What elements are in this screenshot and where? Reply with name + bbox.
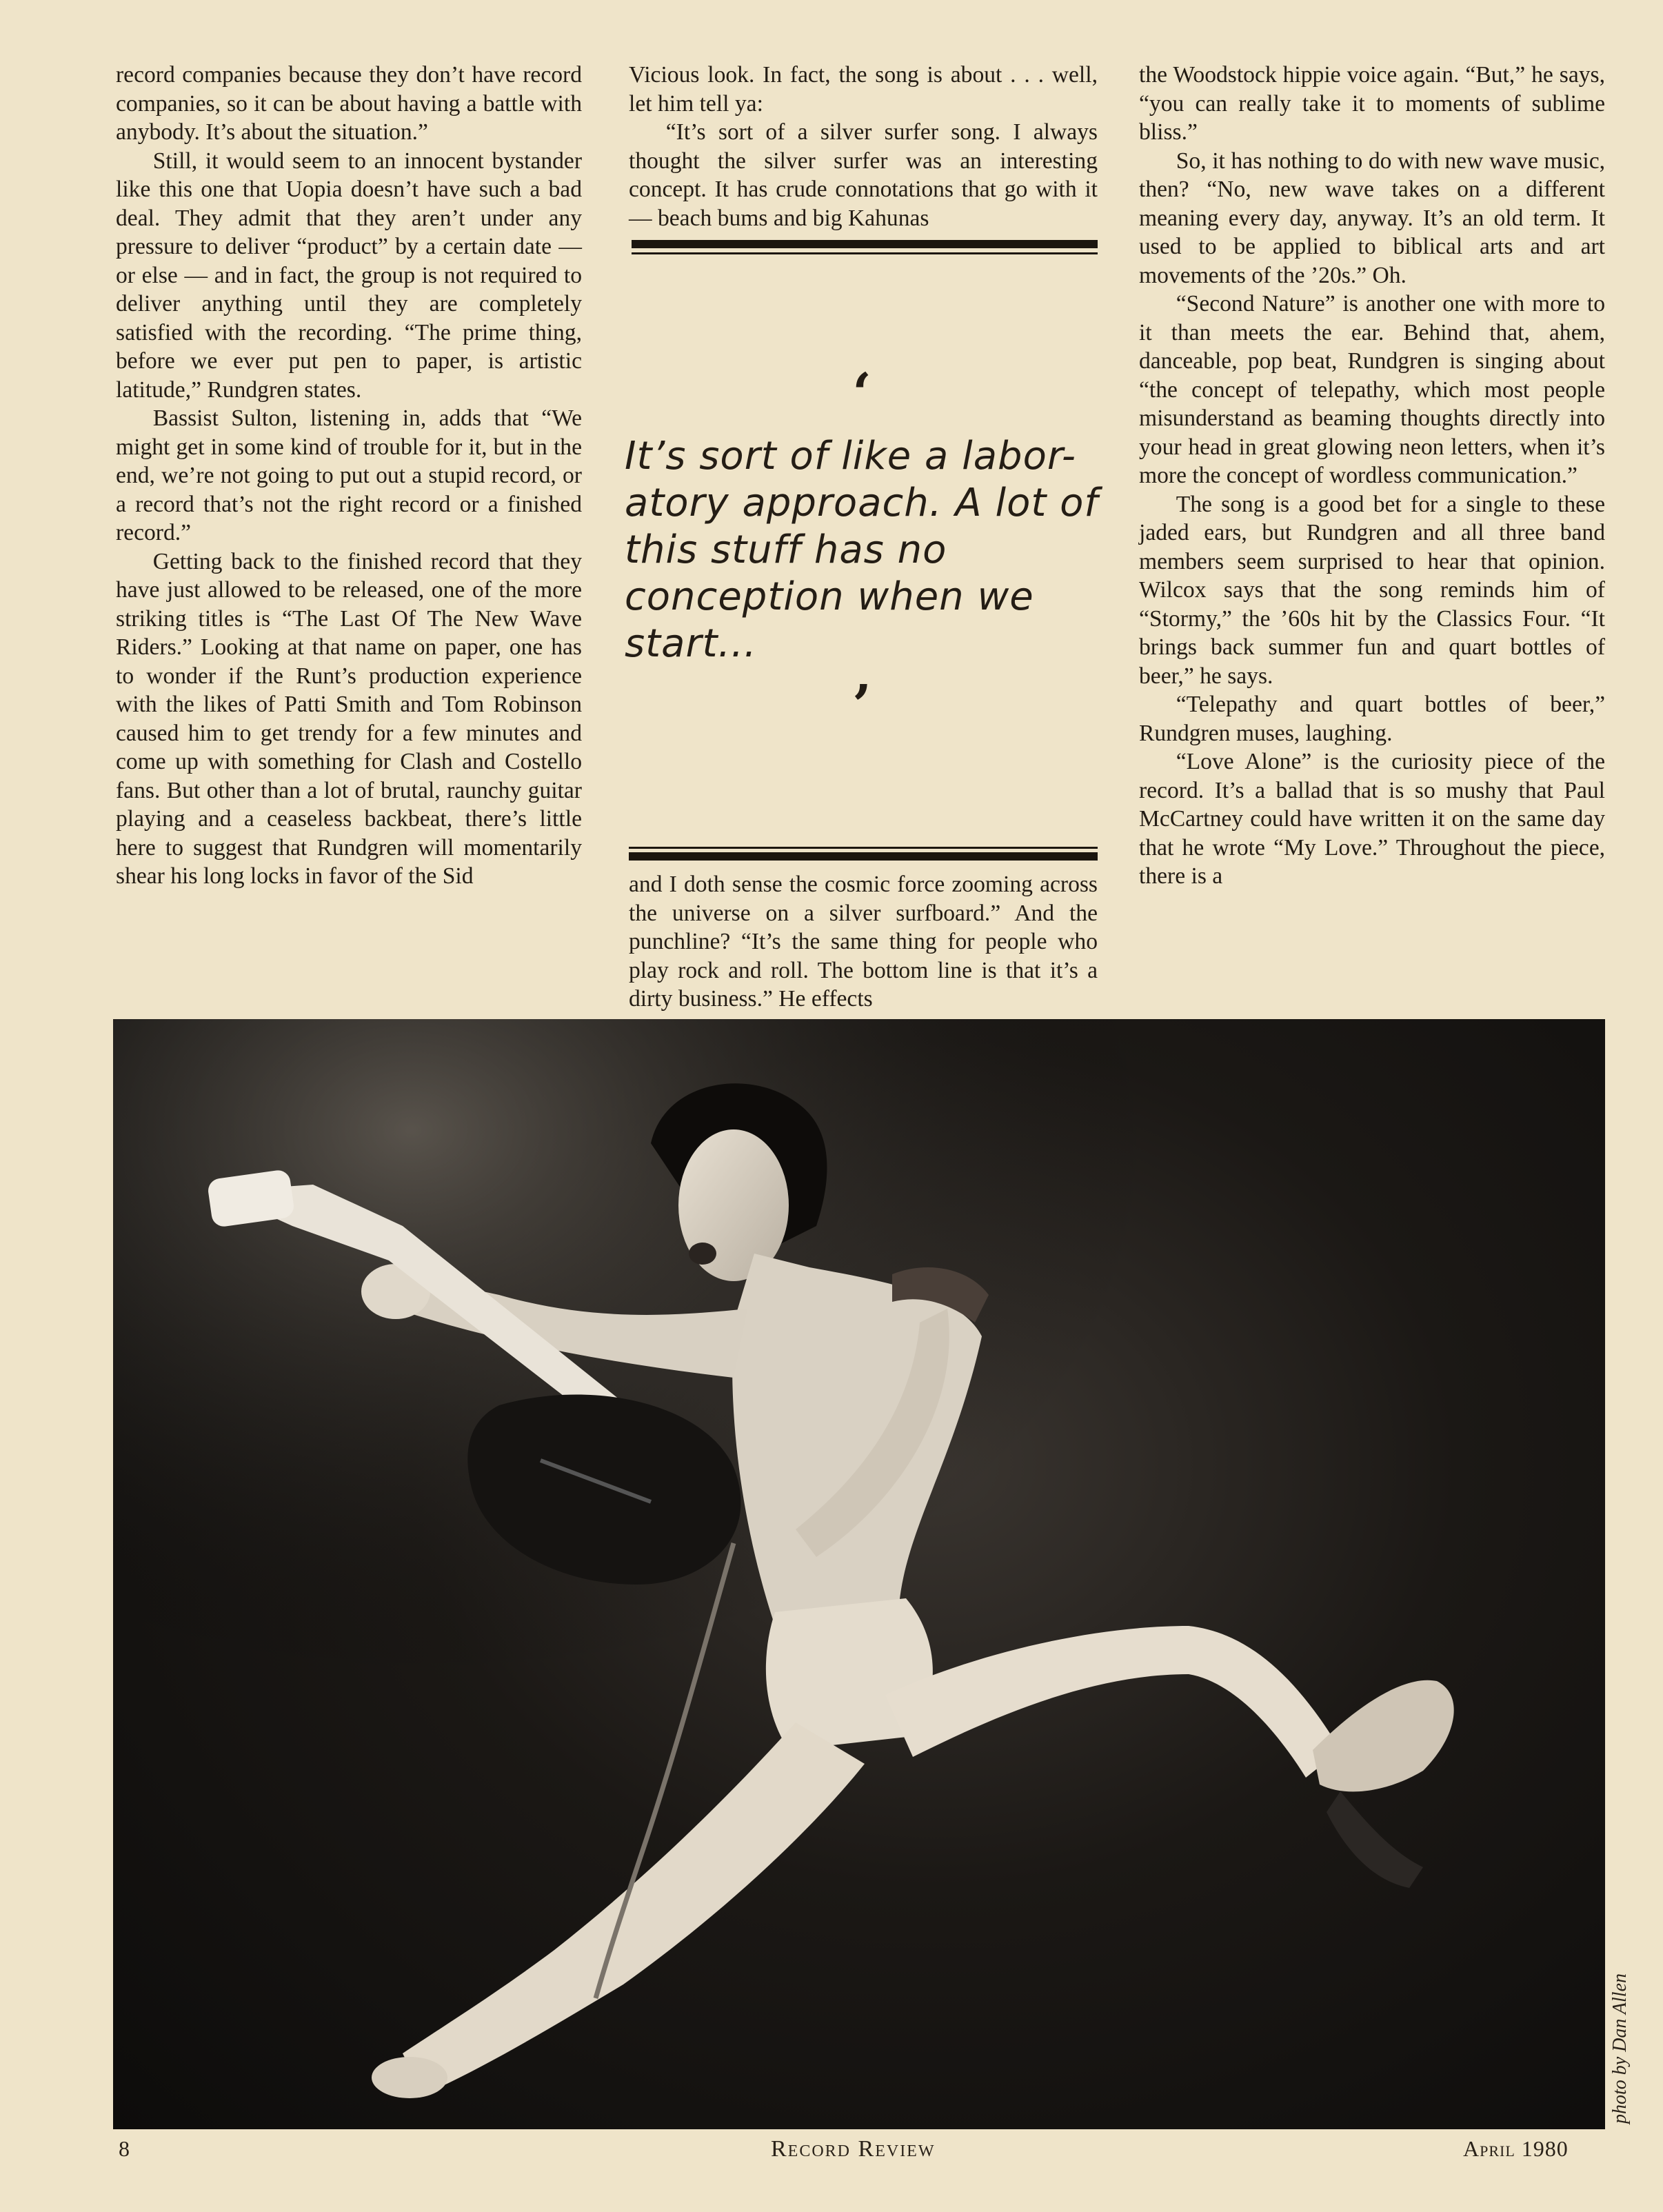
- pull-quote-text: It’s sort of like a labor-atory approach. A lot of this stuff has no conception when we start...: [625, 434, 1099, 666]
- paragraph: Vicious look. In fact, the song is about . . . well, let him tell ya:: [629, 62, 1098, 117]
- article-column-2-bottom: [629, 870, 1098, 1014]
- paragraph: Bassist Sulton, listening in, adds that “We might get in some kind of trouble for it, but in the end, we’re not going to put out a stupid record, or a record that’s not the right record or a finished record.”: [116, 405, 582, 545]
- paragraph: So, it has nothing to do with new wave music, then? “No, new wave takes on a different meaning every day, anyway. It’s an old term. It used to be applied to biblical arts and art movements of the ’20s.” Oh.: [1139, 148, 1605, 288]
- pull-quote-bottom-rule-thin: [629, 847, 1098, 849]
- close-quote-mark: ’: [852, 672, 871, 737]
- paragraph: “Second Nature” is another one with more to it than meets the ear. Behind that, ahem, danceable, pop beat, Rundgren is singing about “the concept of telepathy, which most people misunderstand as beaming thoughts directly into your head in great glowing neon letters, when it’s more the concept of wordless communication.”: [1139, 291, 1605, 488]
- paragraph: “Telepathy and quart bottles of beer,” Rundgren muses, laughing.: [1139, 692, 1605, 746]
- paragraph: record companies because they don’t have record companies, so it can be about having a battle with anybody. It’s about the situation.”: [116, 62, 582, 145]
- article-column-1: [116, 61, 582, 891]
- paragraph: Still, it would seem to an innocent bystander like this one that Uopia doesn’t have such a bad deal. They admit that they aren’t under any pressure to deliver “product” by a certain date — or else — and in fact, the group is not required to deliver anything until they are completely satisfied with the recording. “The prime thing, before we ever put pen to paper, is artistic latitude,” Rundgren states.: [116, 148, 582, 403]
- pull-quote: [621, 361, 1103, 737]
- guitarist-silhouette: [113, 1019, 1605, 2129]
- paragraph: and I doth sense the cosmic force zooming across the universe on a silver surfboard.” And the punchline? “It’s the same thing for people who play rock and roll. The bottom line is that it’s a dirty business.” He effects: [629, 872, 1098, 1012]
- issue-date: April 1980: [1463, 2136, 1569, 2161]
- paragraph: “It’s sort of a silver surfer song. I always thought the silver surfer was an interesting concept. It has crude connotations that go with it — beach bums and big Kahunas: [629, 119, 1098, 231]
- magazine-name: Record Review: [771, 2136, 936, 2162]
- page-number: 8: [119, 2136, 130, 2161]
- concert-photo: [113, 1019, 1605, 2129]
- article-column-3: [1139, 61, 1605, 891]
- pull-quote-top-rule-thin: [632, 252, 1098, 254]
- open-quote-mark: ‘: [852, 361, 871, 425]
- pull-quote-bottom-rule: [629, 852, 1098, 861]
- paragraph: Getting back to the finished record that they have just allowed to be released, one of the more striking titles is “The Last Of The New Wave Riders.” Looking at that name on paper, one has to wonder if the Runt’s production experience with the likes of Patti Smith and Tom Robinson caused him to get trendy for a few minutes and come up with something for Clash and Costello fans. But other than a lot of brutal, raunchy guitar playing and a ceaseless backbeat, there’s little here to suggest that Rundgren will momentarily shear his long locks in favor of the Sid: [116, 548, 582, 889]
- paragraph: The song is a good bet for a single to these jaded ears, but Rundgren and all three band members seem surprised to hear that opinion. Wilcox says that the song reminds him of “Stormy,” the ’60s hit by the Classics Four. “It brings back summer fun and quart bottles of beer,” he says.: [1139, 491, 1605, 689]
- article-column-2-top: [629, 61, 1098, 232]
- photo-credit: photo by Dan Allen: [1609, 1973, 1631, 2124]
- paragraph: “Love Alone” is the curiosity piece of the record. It’s a ballad that is so mushy that Paul McCartney could have written it on the same day that he wrote “My Love.” Throughout the piece, there is a: [1139, 749, 1605, 889]
- pull-quote-top-rule: [632, 240, 1098, 248]
- paragraph: the Woodstock hippie voice again. “But,” he says, “you can really take it to moments of sublime bliss.”: [1139, 62, 1605, 145]
